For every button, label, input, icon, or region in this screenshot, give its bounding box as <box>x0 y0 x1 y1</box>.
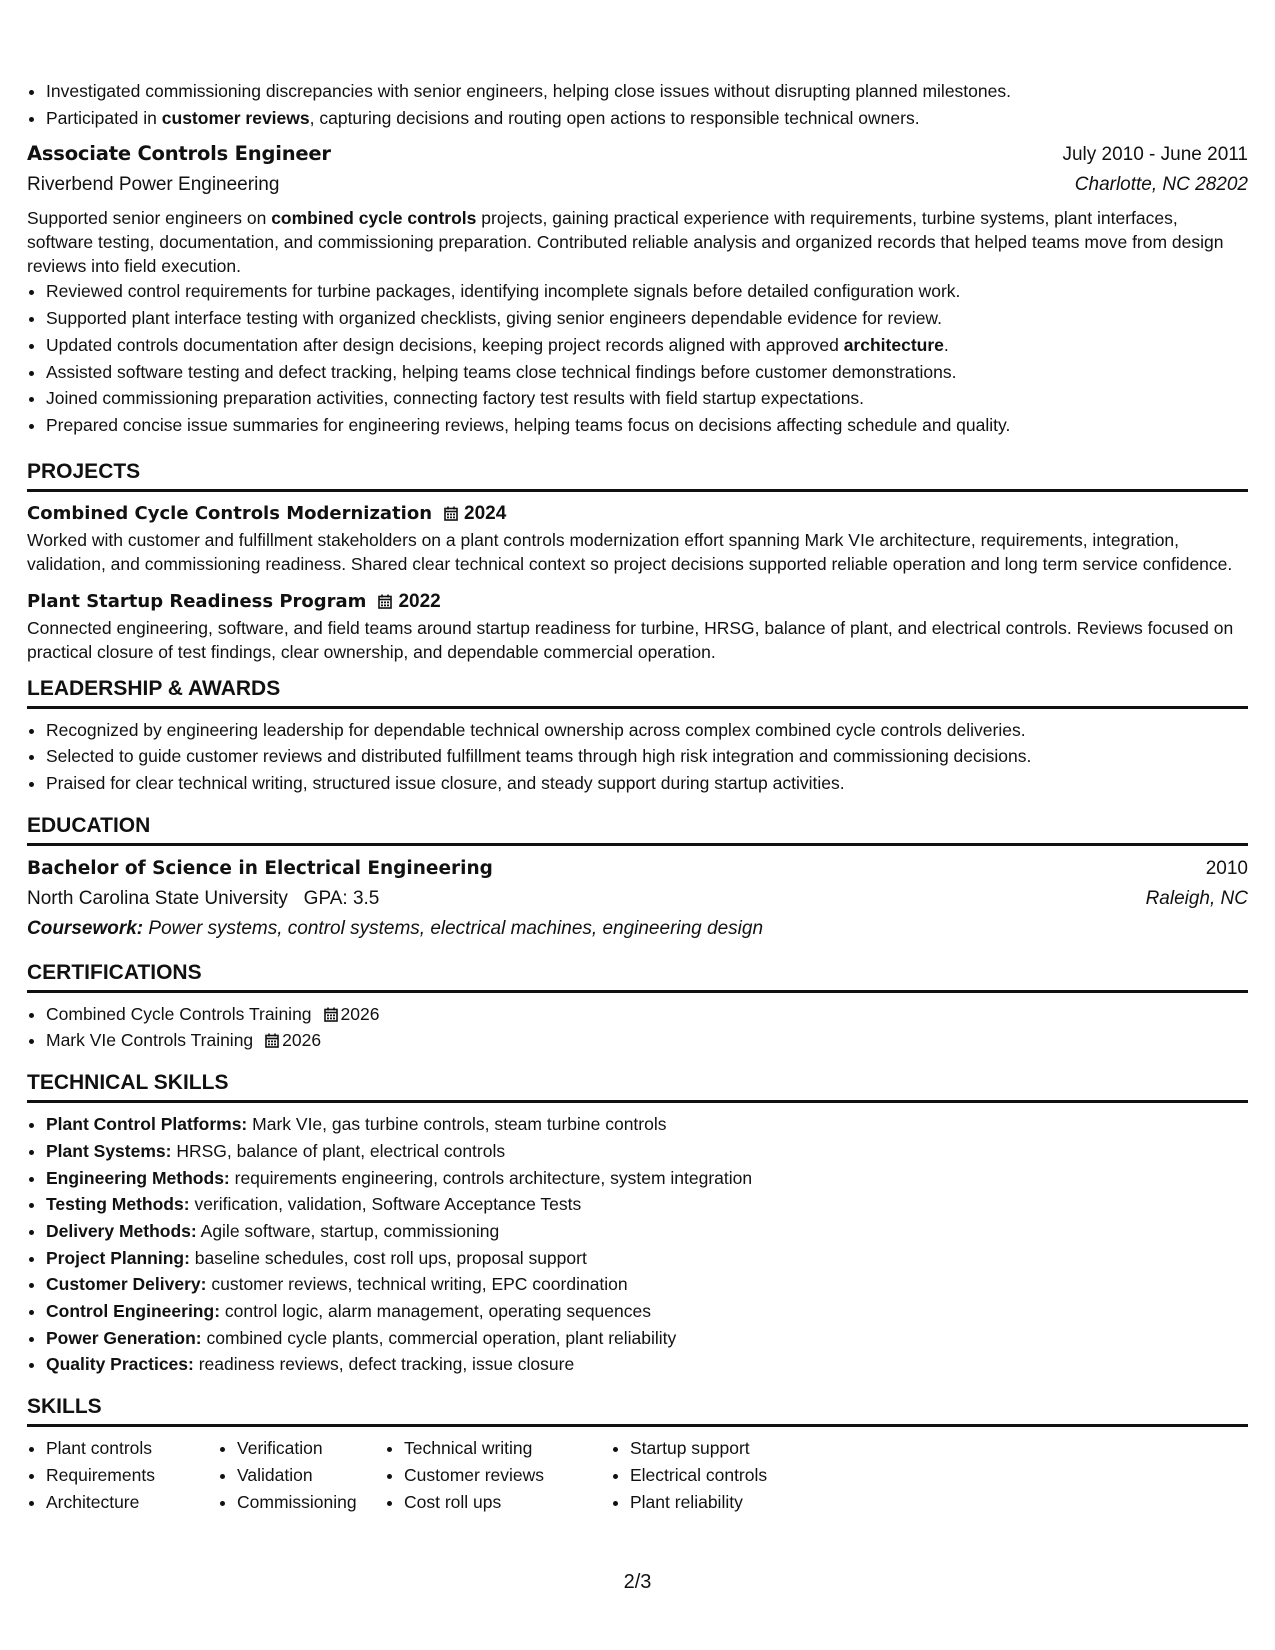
list-item <box>46 412 1248 439</box>
skill-category: Plant Control Platforms: <box>46 1114 248 1135</box>
calendar-icon <box>324 1007 338 1022</box>
skill-values: HRSG, balance of plant, electrical controls <box>176 1140 506 1161</box>
project-entry <box>27 500 1248 576</box>
education-entry <box>27 854 1248 944</box>
job-summary-text: Supported senior engineers on <box>27 208 272 229</box>
list-item <box>46 305 1248 332</box>
job-summary-text-end: projects, gaining practical experience with requirements, turbine systems, plant interfaces, software testing, documentation, and commissioning preparation. Contributed reliable analysis and organized records that helped teams move from design reviews into field execution. <box>27 208 1224 277</box>
leadership-heading: LEADERSHIP & AWARDS <box>27 676 1248 709</box>
list-item <box>46 78 1248 105</box>
technical-skills-heading: TECHNICAL SKILLS <box>27 1070 1248 1103</box>
list-item <box>46 332 1248 359</box>
project-description: Connected engineering, software, and field teams around startup readiness for turbine, HRSG, balance of plant, and electrical controls. Reviews focused on practical closure of test findings, clear ownership, and dependable commercial operation. <box>27 617 1234 662</box>
skills-column <box>27 1435 218 1515</box>
bullet-bold-text: architecture <box>843 334 944 355</box>
skill-category: Customer Delivery: <box>46 1274 207 1295</box>
project-title: Plant Startup Readiness Program <box>27 590 367 612</box>
skill-item: • Architecture <box>46 1489 218 1516</box>
skill-category: Testing Methods: <box>46 1194 190 1215</box>
certification-name: Combined Cycle Controls Training <box>46 1003 312 1024</box>
projects-heading: PROJECTS <box>27 459 1248 492</box>
gpa: GPA: 3.5 <box>303 887 380 909</box>
list-item: • Selected to guide customer reviews and distributed fulfillment teams through high risk integration and commissioning decisions. <box>46 743 1248 770</box>
skill-item: • Commissioning <box>237 1489 385 1516</box>
skills-column <box>385 1435 611 1515</box>
school-location: Raleigh, NC <box>1145 887 1248 909</box>
job-title: Associate Controls Engineer <box>27 142 331 166</box>
coursework-label: Coursework: <box>27 917 144 939</box>
bullet-text: Supported plant interface testing with organized checklists, giving senior engineers dependable evidence for review. <box>46 308 942 329</box>
job-company: Riverbend Power Engineering <box>27 174 280 196</box>
skill-category: Delivery Methods: <box>46 1220 197 1241</box>
skill-values: baseline schedules, cost roll ups, proposal support <box>194 1247 587 1268</box>
technical-skill-item <box>46 1218 1248 1245</box>
skill-values: Agile software, startup, commissioning <box>200 1220 500 1241</box>
job-dates: July 2010 - June 2011 <box>1062 144 1248 166</box>
school-name-gpa <box>27 884 379 914</box>
project-description: Worked with customer and fulfillment stakeholders on a plant controls modernization effort spanning Mark VIe architecture, requirements, integration, validation, and commissioning readiness. Shared clear technical context so project decisions supported reliable operation and long term service confidence. <box>27 529 1233 574</box>
skills-heading: SKILLS <box>27 1394 1248 1427</box>
bullet-text: , capturing decisions and routing open actions to responsible technical owners. <box>309 107 920 128</box>
bullet-text: Investigated commissioning discrepancies with senior engineers, helping close issues without disrupting planned milestones. <box>46 81 1011 101</box>
school-name: North Carolina State University <box>27 887 288 909</box>
bullet-text: Assisted software testing and defect tracking, helping teams close technical findings before customer demonstrations. <box>46 361 957 382</box>
technical-skill-item <box>46 1111 1248 1138</box>
certifications-list <box>27 1001 1248 1054</box>
page-number: 2/3 <box>623 1571 652 1593</box>
project-entry <box>27 588 1248 664</box>
skill-values: combined cycle plants, commercial operation, plant reliability <box>206 1327 677 1348</box>
list-item: • Praised for clear technical writing, structured issue closure, and steady support during startup activities. <box>46 770 1248 797</box>
skill-item: • Plant reliability <box>630 1489 811 1516</box>
job-summary <box>27 206 1248 278</box>
bullet-bold-text: customer reviews <box>161 107 310 128</box>
job-bullets <box>27 278 1248 438</box>
skill-category: Quality Practices: <box>46 1354 194 1375</box>
skill-category: Power Generation: <box>46 1327 202 1348</box>
skill-item: • Requirements <box>46 1462 218 1489</box>
skill-item: • Startup support <box>630 1435 811 1462</box>
skill-category: Project Planning: <box>46 1247 190 1268</box>
job-summary-bold: combined cycle controls <box>271 208 477 229</box>
list-item <box>46 105 1248 132</box>
skill-values: control logic, alarm management, operating sequences <box>224 1301 651 1322</box>
bullet-text: Updated controls documentation after design decisions, keeping project records aligned with approved <box>46 334 844 355</box>
technical-skill-item <box>46 1245 1248 1272</box>
skills-column <box>218 1435 385 1515</box>
technical-skill-item <box>46 1271 1248 1298</box>
bullet-text: Joined commissioning preparation activities, connecting factory test results with field startup expectations. <box>46 388 865 409</box>
technical-skill-item <box>46 1298 1248 1325</box>
experience-continued-bullets <box>27 78 1248 131</box>
list-item <box>46 278 1248 305</box>
skill-item: • Technical writing <box>404 1435 611 1462</box>
job-entry <box>27 139 1248 438</box>
skill-values: customer reviews, technical writing, EPC coordination <box>211 1274 628 1295</box>
degree-title: Bachelor of Science in Electrical Engineering <box>27 857 493 879</box>
certification-item <box>46 1027 1248 1054</box>
skill-values: requirements engineering, controls architecture, system integration <box>234 1167 753 1188</box>
technical-skill-item <box>46 1191 1248 1218</box>
skill-item: • Cost roll ups <box>404 1489 611 1516</box>
certification-year: 2026 <box>282 1030 322 1051</box>
bullet-text: Reviewed control requirements for turbine packages, identifying incomplete signals before detailed configuration work. <box>46 281 961 302</box>
leadership-bullets <box>27 717 1248 797</box>
calendar-icon <box>378 594 392 609</box>
job-location: Charlotte, NC 28202 <box>1074 174 1248 196</box>
skills-column <box>611 1435 811 1515</box>
projects-list <box>27 500 1248 664</box>
project-year: 2024 <box>464 502 507 524</box>
skill-values: Mark VIe, gas turbine controls, steam turbine controls <box>252 1114 667 1135</box>
certifications-heading: CERTIFICATIONS <box>27 960 1248 993</box>
skills-grid <box>27 1435 1248 1515</box>
technical-skill-item <box>46 1138 1248 1165</box>
skill-category: Plant Systems: <box>46 1140 172 1161</box>
education-heading: EDUCATION <box>27 813 1248 846</box>
technical-skill-item <box>46 1325 1248 1352</box>
certification-name: Mark VIe Controls Training <box>46 1030 254 1051</box>
certification-year: 2026 <box>340 1003 380 1024</box>
project-year: 2022 <box>398 590 441 612</box>
coursework-text: Power systems, control systems, electrical machines, engineering design <box>148 917 764 939</box>
bullet-text: Participated in <box>46 107 162 128</box>
skill-item: • Validation <box>237 1462 385 1489</box>
skill-item: • Verification <box>237 1435 385 1462</box>
skill-item: • Customer reviews <box>404 1462 611 1489</box>
technical-skill-item <box>46 1165 1248 1192</box>
project-title-row <box>27 588 1248 616</box>
project-title: Combined Cycle Controls Modernization <box>27 502 433 524</box>
list-item <box>46 359 1248 386</box>
technical-skills-list <box>27 1111 1248 1378</box>
coursework <box>27 914 1248 944</box>
skill-values: verification, validation, Software Acceptance Tests <box>194 1194 582 1215</box>
certification-item <box>46 1001 1248 1028</box>
skill-item: • Electrical controls <box>630 1462 811 1489</box>
project-title-row <box>27 500 1248 528</box>
calendar-icon <box>265 1033 279 1048</box>
skill-values: readiness reviews, defect tracking, issue closure <box>198 1354 575 1375</box>
calendar-icon <box>444 506 458 521</box>
bullet-text: . <box>943 334 949 355</box>
list-item: • Recognized by engineering leadership for dependable technical ownership across complex combined cycle controls deliveries. <box>46 717 1248 744</box>
technical-skill-item <box>46 1351 1248 1378</box>
skill-item: • Plant controls <box>46 1435 218 1462</box>
list-item <box>46 385 1248 412</box>
degree-year: 2010 <box>1205 857 1248 879</box>
bullet-text: Prepared concise issue summaries for engineering reviews, helping teams focus on decisions affecting schedule and quality. <box>46 414 1011 435</box>
skill-category: Engineering Methods: <box>46 1167 230 1188</box>
skill-category: Control Engineering: <box>46 1301 221 1322</box>
